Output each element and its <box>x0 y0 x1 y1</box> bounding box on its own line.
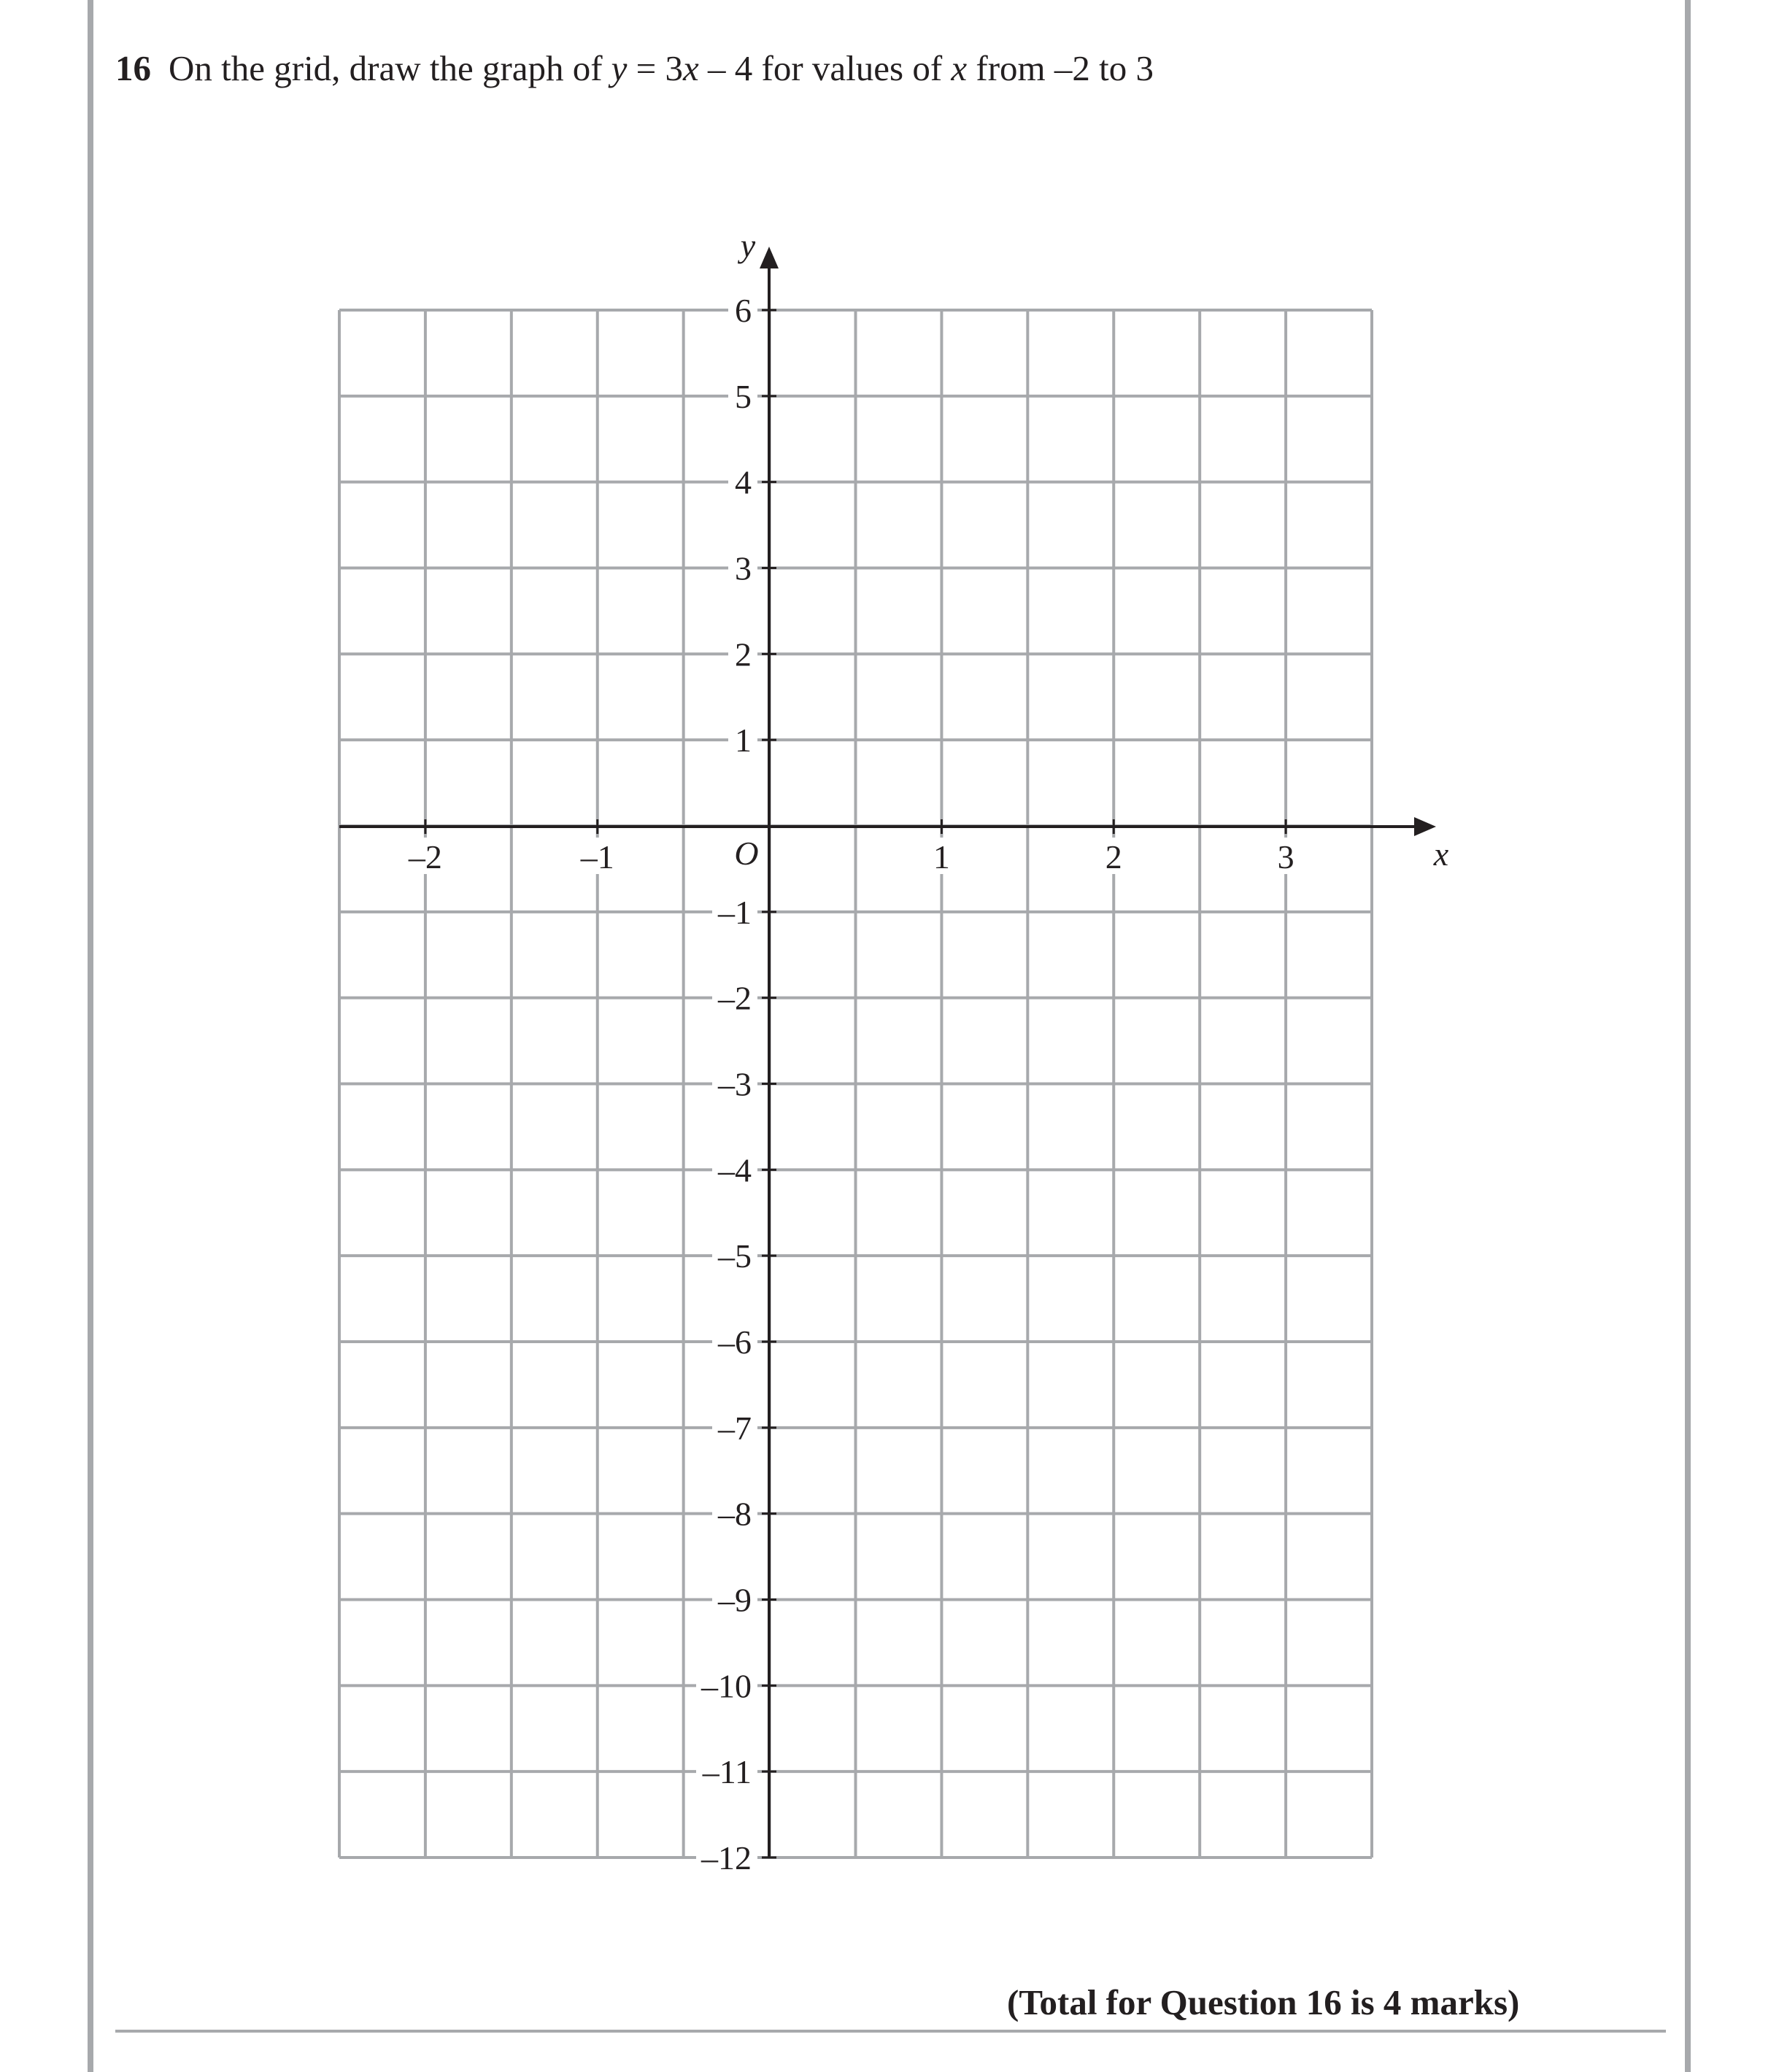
total-marks: (Total for Question 16 is 4 marks) <box>1007 1982 1520 2022</box>
equation-constant: – 4 <box>698 48 753 88</box>
y-axis-label: y <box>740 227 756 264</box>
y-tick-label: –11 <box>702 1753 752 1791</box>
x-axis-label: x <box>1433 835 1449 873</box>
y-tick-label: –1 <box>718 893 752 931</box>
y-tick-label: –8 <box>718 1495 752 1533</box>
range-suffix: from –2 to 3 <box>967 48 1154 88</box>
y-tick-label: 6 <box>735 292 752 329</box>
x-tick-label: 3 <box>1277 838 1294 875</box>
x-tick-label: –2 <box>408 838 442 875</box>
y-tick-label: –12 <box>701 1839 752 1876</box>
x-tick-label: 1 <box>933 838 950 875</box>
range-variable: x <box>951 48 968 88</box>
axes <box>339 247 1436 1858</box>
y-tick-label: –4 <box>718 1151 752 1189</box>
x-tick-label: –1 <box>580 838 614 875</box>
bottom-rule <box>115 2030 1666 2033</box>
y-tick-label: 1 <box>735 722 752 759</box>
x-tick-label: 2 <box>1105 838 1122 875</box>
y-tick-label: 4 <box>735 463 752 501</box>
y-tick-label: –9 <box>718 1581 752 1619</box>
y-axis-arrow <box>760 247 779 268</box>
y-tick-label: –10 <box>701 1667 752 1705</box>
grid-lines <box>339 310 1372 1858</box>
y-tick-label: –6 <box>718 1323 752 1361</box>
y-tick-label: 3 <box>735 549 752 587</box>
y-tick-label: –3 <box>718 1065 752 1103</box>
y-tick-label: 5 <box>735 377 752 415</box>
y-tick-label: 2 <box>735 635 752 673</box>
question-number: 16 <box>115 48 151 88</box>
question-instruction: On the grid, draw the graph of <box>169 48 603 88</box>
origin-label: O <box>734 835 759 872</box>
y-tick-label: –2 <box>718 979 752 1017</box>
tick-labels <box>408 227 1449 1876</box>
equation-coefficient: = 3 <box>627 48 684 88</box>
equation-x: x <box>683 48 699 88</box>
range-prefix: for values of <box>752 48 952 88</box>
equation-y: y <box>611 48 628 88</box>
x-axis-arrow <box>1414 817 1436 836</box>
y-tick-label: –7 <box>718 1409 752 1447</box>
y-tick-label: –5 <box>718 1237 752 1275</box>
